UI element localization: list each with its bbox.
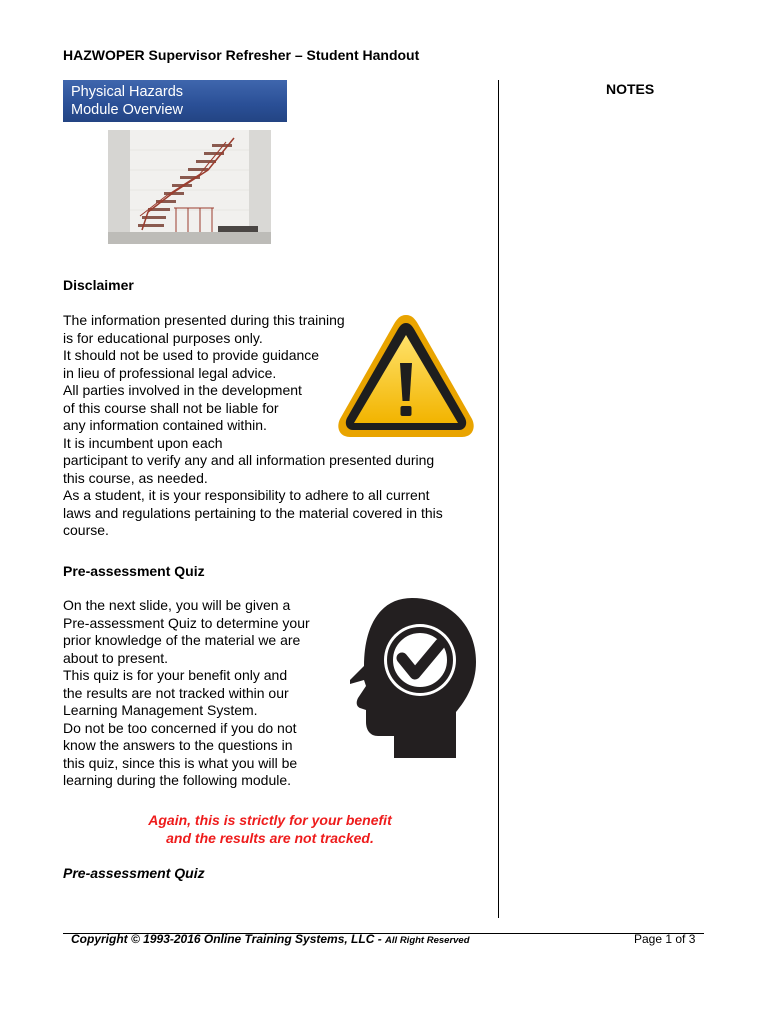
disclaimer-line: of this course shall not be liable for [63,399,279,416]
quiz-note [63,811,477,847]
disclaimer-line: laws and regulations pertaining to the material covered in this [63,504,443,521]
column-divider [498,80,499,918]
disclaimer-line: participant to verify any and all information presented during [63,452,435,468]
disclaimer-line: All parties involved in the development [63,382,302,398]
disclaimer-line: any information contained within. [63,417,267,433]
head-checkmark-icon [348,596,478,760]
quiz-note-line-1: Again, this is strictly for your benefit [148,812,392,828]
disclaimer-line: in lieu of professional legal advice. [63,364,277,381]
quiz-line: learning during the following module. [63,772,292,788]
copyright-main: Copyright © 1993-2016 Online Training Systems, LLC - [71,932,386,946]
banner-line-2: Module Overview [71,102,184,118]
quiz-text [63,597,353,790]
notes-heading: NOTES [606,81,655,97]
quiz-line: Pre-assessment Quiz to determine your [63,614,310,631]
copyright-rights: All Right Reserved [385,935,470,946]
banner-line-1: Physical Hazards [71,84,184,100]
page-number: Page 1 of 3 [634,932,696,946]
quiz-note-line-2: and the results are not tracked. [166,830,374,846]
quiz-heading: Pre-assessment Quiz [63,563,205,579]
disclaimer-line: It is incumbent upon each [63,434,223,451]
quiz-line: Learning Management System. [63,702,258,718]
staircase-photo [108,130,271,244]
disclaimer-heading: Disclaimer [63,277,134,293]
quiz-line: On the next slide, you will be given a [63,597,291,613]
document-title: HAZWOPER Supervisor Refresher – Student Handout [63,47,420,63]
warning-triangle-icon [334,311,478,441]
quiz-line: know the answers to the questions in [63,737,293,753]
quiz-line: about to present. [63,649,169,666]
disclaimer-line: It should not be used to provide guidance [63,347,320,363]
disclaimer-line: As a student, it is your responsibility to adhere to all current [63,487,430,503]
quiz-heading-2: Pre-assessment Quiz [63,865,205,881]
disclaimer-line: The information presented during this training [63,312,345,328]
disclaimer-line: is for educational purposes only. [63,329,263,346]
quiz-line: This quiz is for your benefit only and [63,667,288,683]
disclaimer-line: this course, as needed. [63,469,208,486]
module-banner [63,80,287,122]
quiz-line: the results are not tracked within our [63,684,289,701]
quiz-line: prior knowledge of the material we are [63,632,301,648]
quiz-line: this quiz, since this is what you will be [63,754,298,771]
quiz-line: Do not be too concerned if you do not [63,719,297,736]
copyright-text [71,932,470,946]
disclaimer-line: course. [63,522,109,538]
